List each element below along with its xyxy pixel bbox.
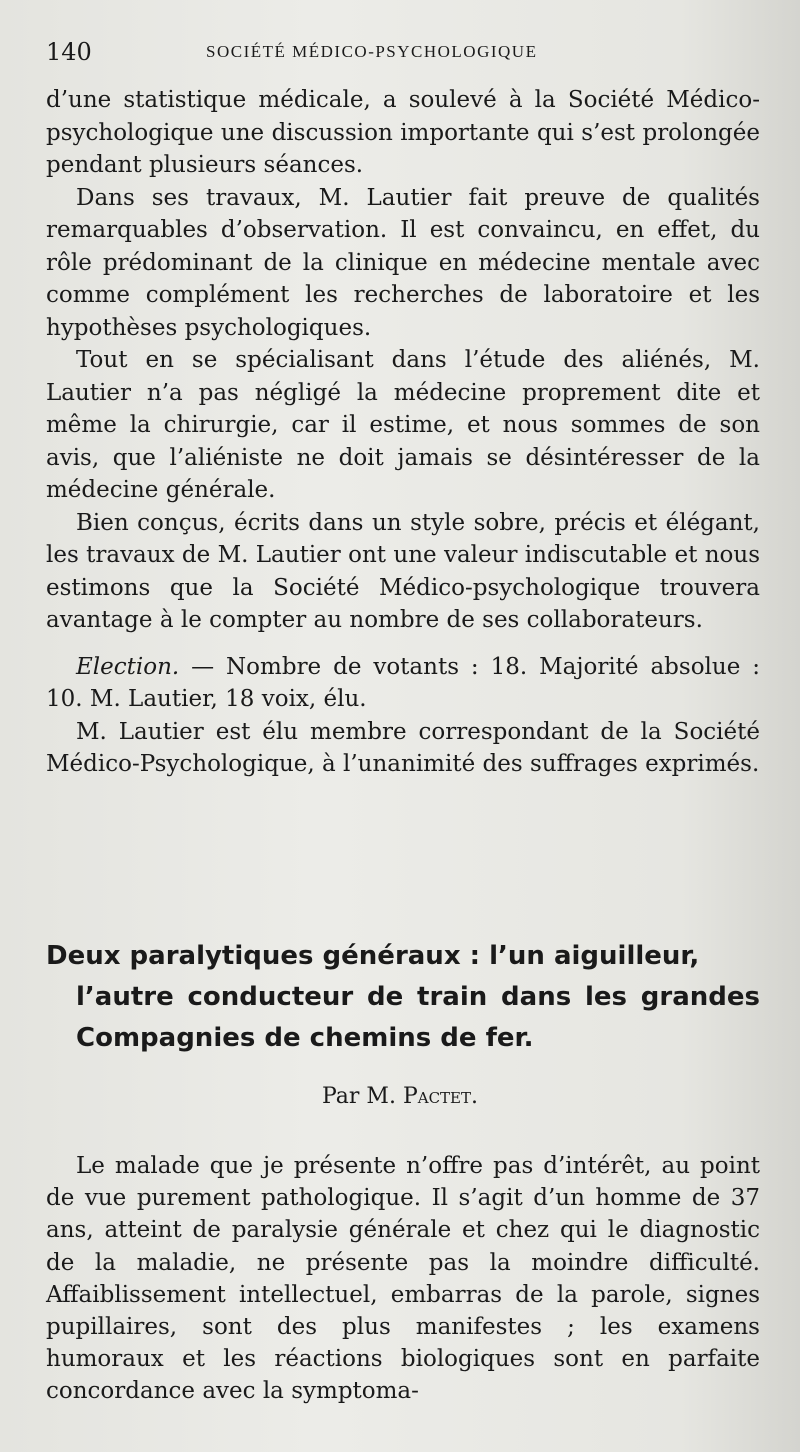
article-title-line-2: l’autre conducteur de train dans les grandes Compagnies de chemins de fer.: [76, 982, 760, 1053]
election-result: M. Lautier est élu membre correspondant de la Société Médico-Psychologique, à l’unanimité des suffrages exprimés.: [46, 718, 760, 777]
running-head: SOCIÉTÉ MÉDICO-PSYCHOLOGIQUE: [206, 42, 538, 61]
article-paragraph-1: Le malade que je présente n’offre pas d’intérêt, au point de vue purement pathologique. Il s’agit d’un homme de 37 ans, atteint de paralysie générale et chez qui le diagnostic de la maladie, ne présente pas la moindre difficulté. Affaiblissement intellectuel, embarras de la parole, signes pupillaires, sont des plus manifestes ; les examens humoraux et les réactions biologiques sont en parfaite concordance avec la symptoma-: [46, 1153, 760, 1405]
paragraph-4: Bien conçus, écrits dans un style sobre, précis et élégant, les travaux de M. Lautier ont une valeur indiscutable et nous estimons que la Société Médico-psychologique trouvera avantage à le compter au nombre de ses collaborateurs.: [46, 509, 760, 633]
election-paragraph: [46, 651, 760, 716]
byline: [0, 1084, 800, 1109]
byline-author: Pactet.: [402, 1084, 479, 1109]
election-text: — Nombre de votants : 18. Majorité absolue : 10. M. Lautier, 18 voix, élu.: [46, 653, 760, 712]
main-text: [46, 84, 760, 781]
article-title: [46, 936, 760, 1059]
byline-prefix: Par M.: [321, 1084, 403, 1109]
paragraph-1: d’une statistique médicale, a soulevé à la Société Médico-psychologique une discussion importante qui s’est prolongée pendant plusieurs séances.: [46, 87, 760, 178]
article-title-line-1: Deux paralytiques généraux : l’un aiguilleur,: [46, 941, 700, 971]
page-number: 140: [46, 38, 92, 66]
article-text: [46, 1150, 760, 1408]
page-header: [46, 38, 754, 72]
paragraph-3: Tout en se spécialisant dans l’étude des aliénés, M. Lautier n’a pas négligé la médecine proprement dite et même la chirurgie, car il estime, et nous sommes de son avis, que l’aliéniste ne doit jamais se désintéresser de la médecine générale.: [46, 347, 760, 503]
paragraph-2: Dans ses travaux, M. Lautier fait preuve de qualités remarquables d’observation. Il est convaincu, en effet, du rôle prédominant de la clinique en médecine mentale avec comme complément les recherches de laboratoire et les hypothèses psychologiques.: [46, 184, 760, 341]
election-label: Election.: [76, 653, 180, 680]
